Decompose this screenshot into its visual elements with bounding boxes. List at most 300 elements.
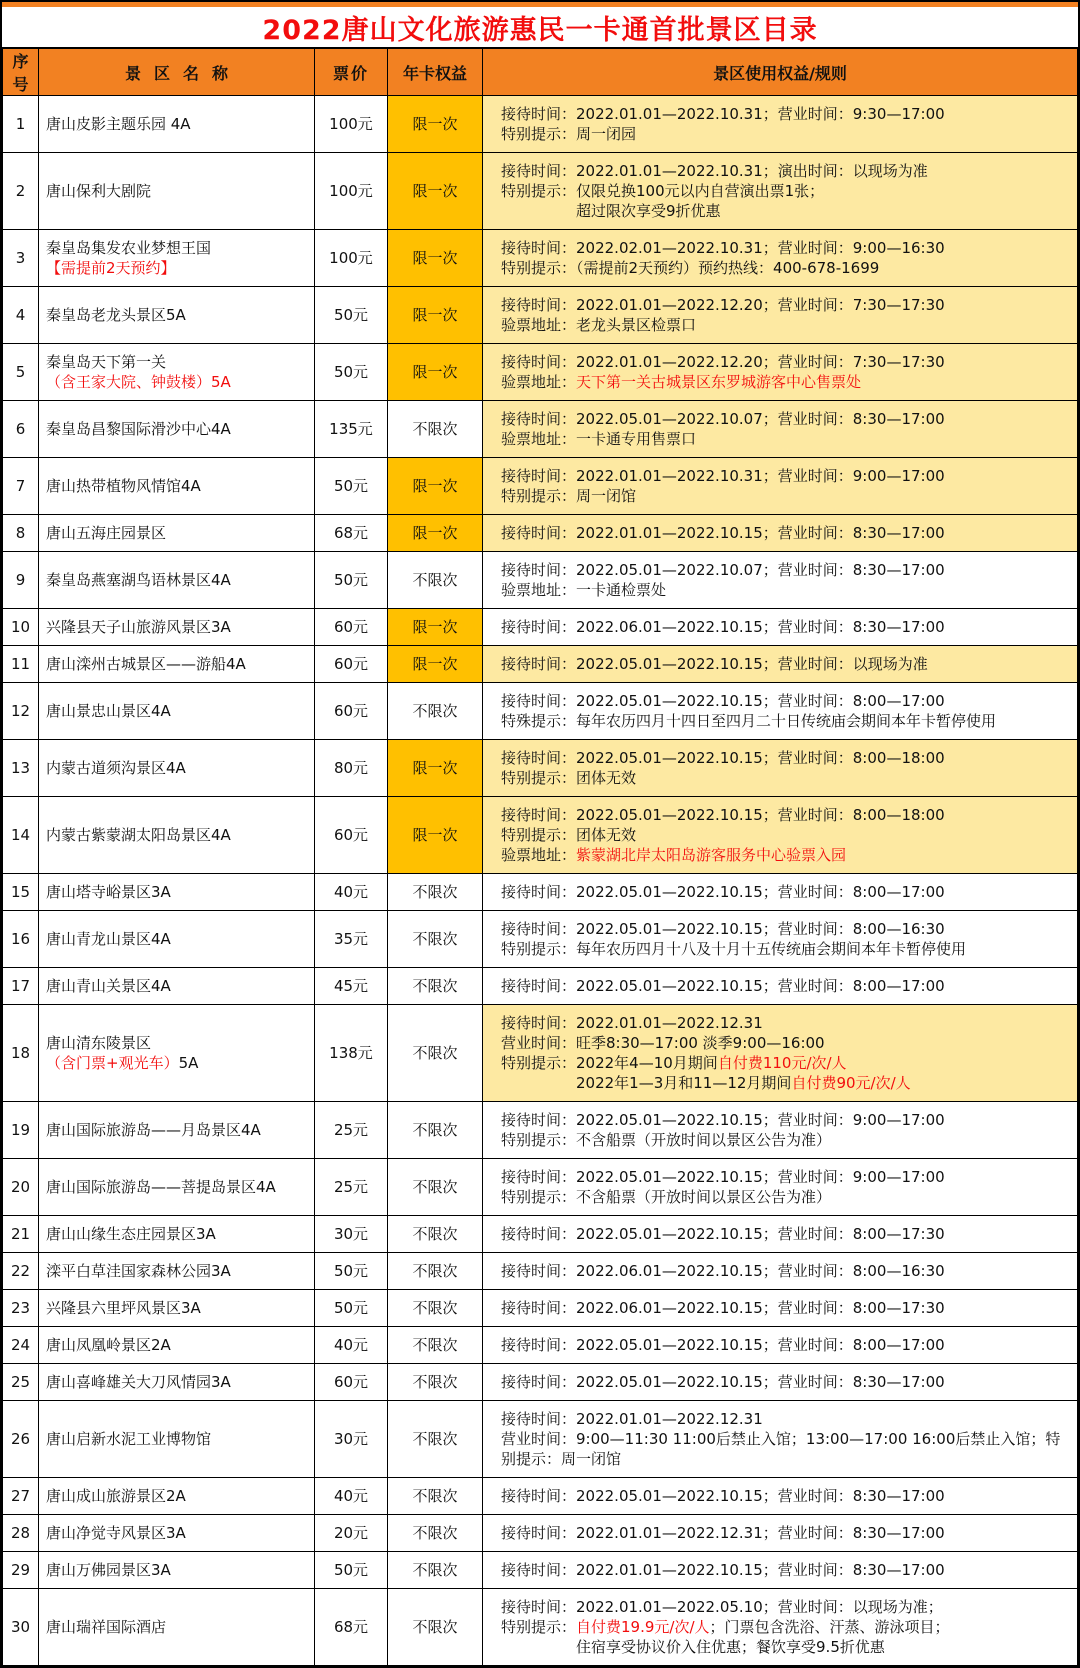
text-segment: 接待时间：2022.05.01—2022.10.15；营业时间：8:00—18:00: [501, 749, 945, 767]
benefit-cell: 不限次: [388, 1253, 483, 1290]
text-segment: 滦平白草洼国家森林公园3A: [46, 1262, 231, 1280]
benefit-cell: 限一次: [388, 344, 483, 401]
header-row-number: 序号: [3, 48, 39, 96]
rules-cell: [483, 344, 1078, 401]
text-segment: 唐山凤凰岭景区2A: [46, 1336, 171, 1354]
price-cell: 100元: [315, 230, 388, 287]
benefit-cell: 不限次: [388, 1364, 483, 1401]
rules-cell: [483, 96, 1078, 153]
scenic-name-cell: [39, 515, 315, 552]
page-title: 2022唐山文化旅游惠民一卡通首批景区目录: [262, 14, 818, 46]
red-text-segment: 天下第一关古城景区东罗城游客中心售票处: [576, 373, 862, 391]
text-segment: 接待时间：2022.02.01—2022.10.31；营业时间：9:00—16:30: [501, 239, 945, 257]
rule-line: [501, 238, 1069, 258]
table-row: [3, 287, 1078, 344]
table-row: [3, 96, 1078, 153]
benefit-cell: 不限次: [388, 401, 483, 458]
table-row: [3, 609, 1078, 646]
text-segment: 唐山瑞祥国际酒店: [46, 1618, 167, 1636]
rule-line: [501, 825, 1069, 845]
rules-cell: [483, 1401, 1078, 1478]
header-usage-rules: 景区使用权益/规则: [483, 48, 1078, 96]
rule-line: [501, 429, 1069, 449]
red-text-segment: 自付费19.9元/次/人: [576, 1618, 710, 1636]
text-segment: 接待时间：2022.05.01—2022.10.15；营业时间：8:30—17:00: [501, 1487, 945, 1505]
table-row: [3, 1253, 1078, 1290]
table-row: [3, 344, 1078, 401]
rule-line: [501, 486, 1069, 506]
price-cell: 68元: [315, 1589, 388, 1666]
benefit-cell: 不限次: [388, 1401, 483, 1478]
text-segment: 内蒙古道须沟景区4A: [46, 759, 186, 777]
row-number-cell: 25: [3, 1364, 39, 1401]
table-row: [3, 1364, 1078, 1401]
row-number-cell: 13: [3, 740, 39, 797]
benefit-cell: 限一次: [388, 740, 483, 797]
text-segment: 特别提示：不含船票（开放时间以景区公告为准）: [501, 1188, 832, 1206]
benefit-cell: 不限次: [388, 1102, 483, 1159]
name-line: [46, 258, 308, 278]
price-cell: 68元: [315, 515, 388, 552]
rule-line: [501, 805, 1069, 825]
price-cell: 50元: [315, 287, 388, 344]
price-cell: 50元: [315, 552, 388, 609]
rules-cell: [483, 609, 1078, 646]
rule-line: [501, 1617, 1069, 1637]
table-row: [3, 1515, 1078, 1552]
text-segment: ；门票包含洗浴、汗蒸、游泳项目；: [709, 1618, 950, 1636]
rule-line: [501, 1013, 1069, 1033]
rule-line: [501, 1224, 1069, 1244]
rule-line: [501, 711, 1069, 731]
price-cell: 20元: [315, 1515, 388, 1552]
name-line: [46, 114, 308, 134]
rule-line: [501, 1560, 1069, 1580]
benefit-cell: 不限次: [388, 1327, 483, 1364]
rule-line: [501, 1637, 1069, 1657]
scenic-name-cell: [39, 552, 315, 609]
table-body: [3, 96, 1078, 1666]
name-line: [46, 372, 308, 392]
rules-cell: [483, 911, 1078, 968]
text-segment: 接待时间：2022.05.01—2022.10.07；营业时间：8:30—17:00: [501, 410, 945, 428]
text-segment: 特别提示：周一闭园: [501, 125, 637, 143]
text-segment: 特别提示：仅限兑换100元以内自营演出票1张；: [501, 182, 825, 200]
benefit-cell: 不限次: [388, 1515, 483, 1552]
price-cell: 60元: [315, 797, 388, 874]
text-segment: 唐山山缘生态庄园景区3A: [46, 1225, 216, 1243]
rule-line: [501, 201, 1069, 221]
row-number-cell: 24: [3, 1327, 39, 1364]
table-row: [3, 458, 1078, 515]
red-text-segment: （含王家大院、钟鼓楼）5A: [46, 373, 231, 391]
scenic-name-cell: [39, 287, 315, 344]
text-segment: 特别提示：: [501, 1618, 577, 1636]
benefit-cell: 不限次: [388, 683, 483, 740]
price-cell: 138元: [315, 1005, 388, 1102]
rule-line: [501, 1130, 1069, 1150]
row-number-cell: 17: [3, 968, 39, 1005]
row-number-cell: 6: [3, 401, 39, 458]
rule-line: [501, 1073, 1069, 1093]
rules-cell: [483, 552, 1078, 609]
row-number-cell: 20: [3, 1159, 39, 1216]
text-segment: 接待时间：2022.05.01—2022.10.07；营业时间：8:30—17:00: [501, 561, 945, 579]
rule-line: [501, 258, 1069, 278]
text-segment: 唐山净觉寺风景区3A: [46, 1524, 186, 1542]
benefit-cell: 不限次: [388, 1478, 483, 1515]
name-line: [46, 1298, 308, 1318]
text-segment: 验票地址：: [501, 846, 577, 864]
table-row: [3, 740, 1078, 797]
red-text-segment: 自付费110元/次/人: [717, 1054, 847, 1072]
rule-line: [501, 654, 1069, 674]
benefit-cell: 不限次: [388, 1216, 483, 1253]
table-row: [3, 874, 1078, 911]
scenic-name-cell: [39, 1478, 315, 1515]
scenic-name-cell: [39, 1102, 315, 1159]
benefit-cell: 不限次: [388, 1552, 483, 1589]
scenic-name-cell: [39, 1290, 315, 1327]
table-row: [3, 968, 1078, 1005]
table-row: [3, 797, 1078, 874]
text-segment: 特别提示：不含船票（开放时间以景区公告为准）: [501, 1131, 832, 1149]
text-segment: 秦皇岛集发农业梦想王国: [46, 239, 212, 257]
row-number-cell: 12: [3, 683, 39, 740]
text-segment: 住宿享受协议价入住优惠；餐饮享受9.5折优惠: [576, 1638, 885, 1656]
rule-line: [501, 1523, 1069, 1543]
scenic-name-cell: [39, 1216, 315, 1253]
text-segment: 接待时间：2022.01.01—2022.10.15；营业时间：8:30—17:00: [501, 524, 945, 542]
text-segment: 接待时间：2022.05.01—2022.10.15；营业时间：8:00—17:00: [501, 883, 945, 901]
row-number-cell: 19: [3, 1102, 39, 1159]
rule-line: [501, 1409, 1069, 1429]
header-scenic-name: 景区名称: [39, 48, 315, 96]
benefit-cell: 限一次: [388, 96, 483, 153]
table-row: [3, 515, 1078, 552]
price-cell: 80元: [315, 740, 388, 797]
name-line: [46, 1120, 308, 1140]
rule-line: [501, 295, 1069, 315]
rule-line: [501, 748, 1069, 768]
text-segment: 验票地址：一卡通专用售票口: [501, 430, 697, 448]
price-cell: 100元: [315, 153, 388, 230]
text-segment: 唐山皮影主题乐园 4A: [46, 115, 191, 133]
benefit-cell: 不限次: [388, 552, 483, 609]
price-cell: 135元: [315, 401, 388, 458]
text-segment: 秦皇岛天下第一关: [46, 353, 167, 371]
text-segment: 接待时间：2022.05.01—2022.10.15；营业时间：9:00—17:00: [501, 1168, 945, 1186]
text-segment: 特别提示：周一闭馆: [501, 487, 637, 505]
scenic-name-cell: [39, 96, 315, 153]
rules-cell: [483, 153, 1078, 230]
scenic-name-cell: [39, 153, 315, 230]
benefit-cell: 不限次: [388, 968, 483, 1005]
text-segment: 2022年1—3月和11—12月期间: [576, 1074, 792, 1092]
name-line: [46, 1372, 308, 1392]
table-row: [3, 1552, 1078, 1589]
price-cell: 40元: [315, 1478, 388, 1515]
rule-line: [501, 1053, 1069, 1073]
text-segment: 唐山热带植物风情馆4A: [46, 477, 201, 495]
name-line: [46, 1486, 308, 1506]
name-line: [46, 617, 308, 637]
row-number-cell: 16: [3, 911, 39, 968]
text-segment: 接待时间：2022.01.01—2022.12.20；营业时间：7:30—17:30: [501, 296, 945, 314]
rule-line: [501, 976, 1069, 996]
row-number-cell: 14: [3, 797, 39, 874]
scenic-name-cell: [39, 1589, 315, 1666]
scenic-name-cell: [39, 1005, 315, 1102]
scenic-name-cell: [39, 401, 315, 458]
rules-cell: [483, 287, 1078, 344]
rules-cell: [483, 797, 1078, 874]
text-segment: 接待时间：2022.05.01—2022.10.15；营业时间：8:00—17:00: [501, 692, 945, 710]
rules-cell: [483, 515, 1078, 552]
scenic-name-cell: [39, 230, 315, 287]
row-number-cell: 18: [3, 1005, 39, 1102]
rules-cell: [483, 458, 1078, 515]
benefit-cell: 不限次: [388, 1589, 483, 1666]
price-cell: 40元: [315, 1327, 388, 1364]
text-segment: 接待时间：2022.01.01—2022.10.15；营业时间：8:30—17:00: [501, 1561, 945, 1579]
rule-line: [501, 352, 1069, 372]
row-number-cell: 21: [3, 1216, 39, 1253]
name-line: [46, 882, 308, 902]
benefit-cell: 限一次: [388, 609, 483, 646]
price-cell: 60元: [315, 683, 388, 740]
rule-line: [501, 1298, 1069, 1318]
rules-cell: [483, 230, 1078, 287]
price-cell: 60元: [315, 609, 388, 646]
rules-cell: [483, 1364, 1078, 1401]
row-number-cell: 28: [3, 1515, 39, 1552]
red-text-segment: 【需提前2天预约】: [46, 259, 176, 277]
rule-line: [501, 1335, 1069, 1355]
rule-line: [501, 691, 1069, 711]
name-line: [46, 654, 308, 674]
text-segment: 唐山保利大剧院: [46, 182, 152, 200]
text-segment: 接待时间：2022.06.01—2022.10.15；营业时间：8:30—17:00: [501, 618, 945, 636]
table-row: [3, 1159, 1078, 1216]
name-line: [46, 1335, 308, 1355]
text-segment: 唐山塔寺峪景区3A: [46, 883, 171, 901]
benefit-cell: 限一次: [388, 287, 483, 344]
price-cell: 50元: [315, 1290, 388, 1327]
row-number-cell: 1: [3, 96, 39, 153]
rules-cell: [483, 1216, 1078, 1253]
rule-line: [501, 1033, 1069, 1053]
name-line: [46, 1224, 308, 1244]
name-line: [46, 1617, 308, 1637]
text-segment: 5A: [178, 1054, 199, 1072]
text-segment: 唐山青龙山景区4A: [46, 930, 171, 948]
rule-line: [501, 1261, 1069, 1281]
price-cell: 50元: [315, 458, 388, 515]
rule-line: [501, 1187, 1069, 1207]
text-segment: 接待时间：2022.05.01—2022.10.15；营业时间：8:00—17:00: [501, 1336, 945, 1354]
rule-line: [501, 919, 1069, 939]
price-cell: 60元: [315, 1364, 388, 1401]
name-line: [46, 929, 308, 949]
row-number-cell: 23: [3, 1290, 39, 1327]
rule-line: [501, 409, 1069, 429]
rule-line: [501, 580, 1069, 600]
rule-line: [501, 845, 1069, 865]
scenic-name-cell: [39, 911, 315, 968]
rules-cell: [483, 1552, 1078, 1589]
row-number-cell: 7: [3, 458, 39, 515]
name-line: [46, 1429, 308, 1449]
row-number-cell: 26: [3, 1401, 39, 1478]
text-segment: 秦皇岛老龙头景区5A: [46, 306, 186, 324]
price-cell: 50元: [315, 1253, 388, 1290]
text-segment: 验票地址：一卡通检票处: [501, 581, 667, 599]
text-segment: 接待时间：2022.05.01—2022.10.15；营业时间：以现场为准: [501, 655, 928, 673]
text-segment: 唐山青山关景区4A: [46, 977, 171, 995]
text-segment: 接待时间：2022.01.01—2022.10.31；营业时间：9:00—17:00: [501, 467, 945, 485]
row-number-cell: 15: [3, 874, 39, 911]
rule-line: [501, 124, 1069, 144]
text-segment: 接待时间：2022.05.01—2022.10.15；营业时间：8:00—17:30: [501, 1225, 945, 1243]
name-line: [46, 305, 308, 325]
name-line: [46, 419, 308, 439]
table-row: [3, 1401, 1078, 1478]
rule-line: [501, 315, 1069, 335]
benefit-cell: 不限次: [388, 1005, 483, 1102]
text-segment: 唐山万佛园景区3A: [46, 1561, 171, 1579]
row-number-cell: 11: [3, 646, 39, 683]
table-row: [3, 1216, 1078, 1253]
table-row: [3, 153, 1078, 230]
rules-cell: [483, 1515, 1078, 1552]
rules-cell: [483, 1005, 1078, 1102]
text-segment: 接待时间：2022.06.01—2022.10.15；营业时间：8:00—16:30: [501, 1262, 945, 1280]
rules-cell: [483, 1159, 1078, 1216]
text-segment: 唐山成山旅游景区2A: [46, 1487, 186, 1505]
scenic-name-cell: [39, 1401, 315, 1478]
price-cell: 35元: [315, 911, 388, 968]
price-cell: 30元: [315, 1216, 388, 1253]
benefit-cell: 限一次: [388, 797, 483, 874]
text-segment: 超过限次享受9折优惠: [576, 202, 721, 220]
rule-line: [501, 104, 1069, 124]
row-number-cell: 5: [3, 344, 39, 401]
price-cell: 50元: [315, 344, 388, 401]
text-segment: 唐山国际旅游岛——菩提岛景区4A: [46, 1178, 276, 1196]
name-line: [46, 1177, 308, 1197]
rules-cell: [483, 646, 1078, 683]
text-segment: 接待时间：2022.01.01—2022.10.31；营业时间：9:30—17:00: [501, 105, 945, 123]
row-number-cell: 10: [3, 609, 39, 646]
rule-line: [501, 1597, 1069, 1617]
rules-cell: [483, 874, 1078, 911]
rules-cell: [483, 1327, 1078, 1364]
rule-line: [501, 939, 1069, 959]
name-line: [46, 1523, 308, 1543]
benefit-cell: 不限次: [388, 1290, 483, 1327]
benefit-cell: 限一次: [388, 458, 483, 515]
row-number-cell: 27: [3, 1478, 39, 1515]
table-row: [3, 1478, 1078, 1515]
row-number-cell: 30: [3, 1589, 39, 1666]
row-number-cell: 3: [3, 230, 39, 287]
scenic-name-cell: [39, 1515, 315, 1552]
rules-cell: [483, 1589, 1078, 1666]
text-segment: 唐山滦州古城景区——游船4A: [46, 655, 246, 673]
benefit-cell: 不限次: [388, 1159, 483, 1216]
rules-cell: [483, 1253, 1078, 1290]
rules-cell: [483, 1290, 1078, 1327]
name-line: [46, 523, 308, 543]
rule-line: [501, 1110, 1069, 1130]
text-segment: 接待时间：2022.05.01—2022.10.15；营业时间：8:30—17:00: [501, 1373, 945, 1391]
text-segment: 接待时间：2022.01.01—2022.12.31: [501, 1410, 763, 1428]
rules-cell: [483, 740, 1078, 797]
price-cell: 45元: [315, 968, 388, 1005]
text-segment: 接待时间：2022.01.01—2022.12.20；营业时间：7:30—17:30: [501, 353, 945, 371]
text-segment: 特别提示：团体无效: [501, 769, 637, 787]
name-line: [46, 476, 308, 496]
row-number-cell: 9: [3, 552, 39, 609]
rule-line: [501, 1167, 1069, 1187]
name-line: [46, 825, 308, 845]
red-text-segment: （含门票+观光车）: [46, 1054, 179, 1072]
name-line: [46, 1053, 308, 1073]
text-segment: 接待时间：2022.05.01—2022.10.15；营业时间：9:00—17:00: [501, 1111, 945, 1129]
header-annual-card-benefit: 年卡权益: [388, 48, 483, 96]
rules-cell: [483, 401, 1078, 458]
scenic-name-cell: [39, 609, 315, 646]
text-segment: 特别提示：每年农历四月十八及十月十五传统庙会期间本年卡暂停使用: [501, 940, 967, 958]
row-number-cell: 8: [3, 515, 39, 552]
rule-line: [501, 617, 1069, 637]
text-segment: 特别提示：2022年4—10月期间: [501, 1054, 718, 1072]
text-segment: 验票地址：: [501, 373, 577, 391]
text-segment: 兴隆县六里坪风景区3A: [46, 1299, 201, 1317]
text-segment: 唐山国际旅游岛——月岛景区4A: [46, 1121, 261, 1139]
text-segment: 接待时间：2022.05.01—2022.10.15；营业时间：8:00—18:00: [501, 806, 945, 824]
rule-line: [501, 466, 1069, 486]
scenic-name-cell: [39, 344, 315, 401]
price-cell: 40元: [315, 874, 388, 911]
price-cell: 50元: [315, 1552, 388, 1589]
table-row: [3, 683, 1078, 740]
table-row: [3, 401, 1078, 458]
name-line: [46, 181, 308, 201]
text-segment: 秦皇岛昌黎国际滑沙中心4A: [46, 420, 231, 438]
name-line: [46, 701, 308, 721]
text-segment: 接待时间：2022.06.01—2022.10.15；营业时间：8:00—17:30: [501, 1299, 945, 1317]
red-text-segment: 自付费90元/次/人: [791, 1074, 911, 1092]
table-row: [3, 230, 1078, 287]
scenic-name-cell: [39, 1364, 315, 1401]
text-segment: 验票地址：老龙头景区检票口: [501, 316, 697, 334]
rule-line: [501, 181, 1069, 201]
name-line: [46, 352, 308, 372]
rule-line: [501, 1372, 1069, 1392]
price-cell: 60元: [315, 646, 388, 683]
benefit-cell: 限一次: [388, 230, 483, 287]
scenic-name-cell: [39, 646, 315, 683]
price-cell: 25元: [315, 1159, 388, 1216]
scenic-name-cell: [39, 874, 315, 911]
text-segment: 特别提示：团体无效: [501, 826, 637, 844]
text-segment: 营业时间：9:00—11:30 11:00后禁止入馆；13:00—17:00 16:00后禁止入馆；特别提示：周一闭馆: [501, 1430, 1061, 1468]
scenic-name-cell: [39, 968, 315, 1005]
rule-line: [501, 882, 1069, 902]
text-segment: 特殊提示：每年农历四月十四日至四月二十日传统庙会期间本年卡暂停使用: [501, 712, 997, 730]
